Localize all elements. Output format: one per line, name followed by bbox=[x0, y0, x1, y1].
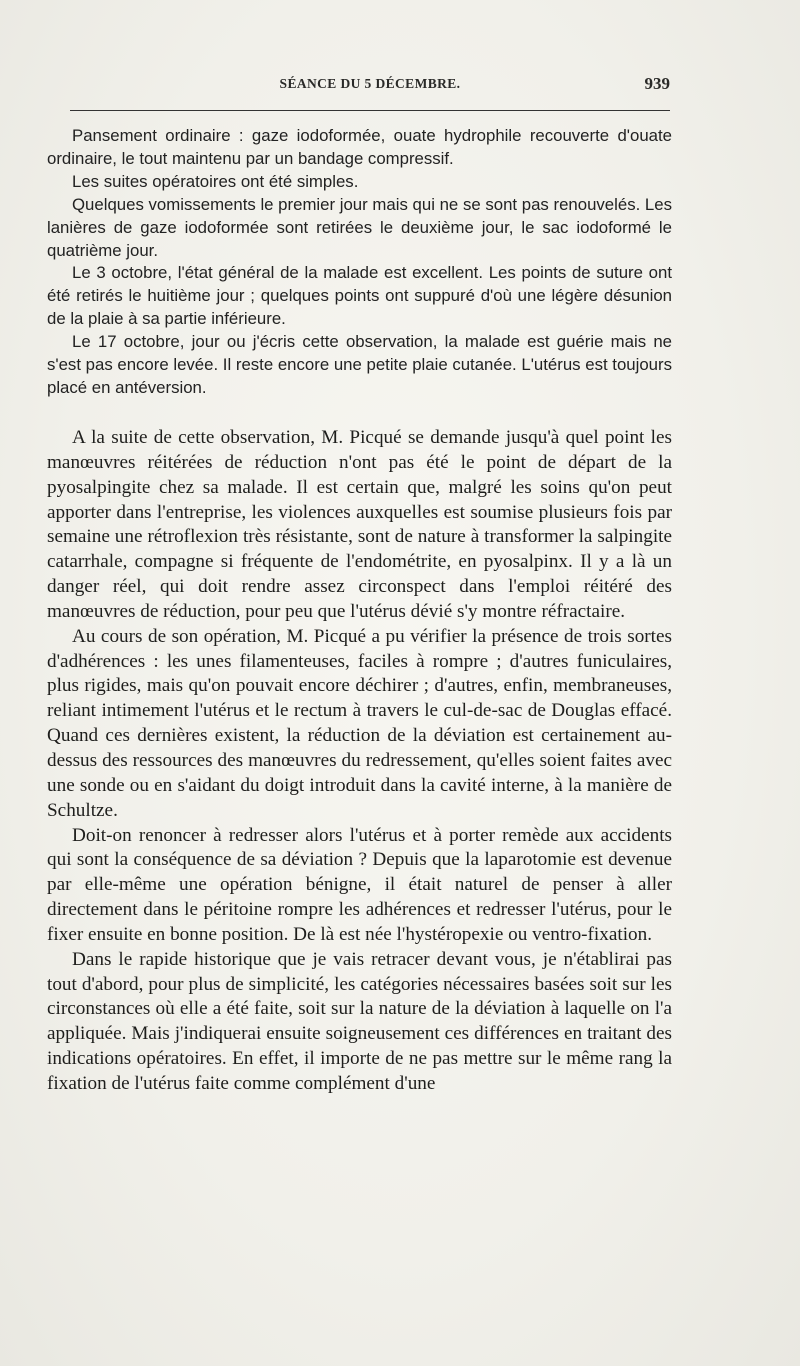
case-report-paragraph: Le 3 octobre, l'état général de la malade est excellent. Les points de suture ont été retirés le huitième jour ; quelques points ont suppuré d'où une légère désunion de la plaie à sa partie inférieure. bbox=[47, 263, 672, 329]
discussion-paragraph: Dans le rapide historique que je vais retracer devant vous, je n'établirai pas tout d'abord, pour plus de simplicité, les catégories nécessaires basées soit sur les circonstances où elle a été faite, soit sur la nature de la déviation à laquelle on l'a appliquée. Mais j'indiquerai ensuite soigneusement ces différences en traitant des indications opératoires. En effet, il importe de ne pas mettre sur le même rang la fixation de l'utérus faite comme complément d'une bbox=[47, 948, 672, 1094]
case-report-block bbox=[47, 125, 672, 400]
running-title: SÉANCE DU 5 DÉCEMBRE. bbox=[279, 76, 461, 91]
discussion-paragraph: Au cours de son opération, M. Picqué a pu vérifier la présence de trois sortes d'adhérences : les unes filamenteuses, faciles à rompre ; d'autres funiculaires, plus rigides, mais qu'on pouvait encore déchirer ; d'autres, enfin, membraneuses, reliant intimement l'utérus et le rectum à travers le cul-de-sac de Douglas effacé. Quand ces dernières existent, la réduction de la déviation est certainement au-dessus des ressources des manœuvres du redressement, qu'elles soient faites avec une sonde ou en s'aidant du doigt introduit dans la cavité interne, à la manière de Schultze. bbox=[47, 625, 672, 821]
discussion-paragraph: Doit-on renoncer à redresser alors l'utérus et à porter remède aux accidents qui sont la conséquence de sa déviation ? Depuis que la laparotomie est devenue par elle-même une opération bénigne, il était naturel de penser à aller directement dans le péritoine rompre les adhérences et redresser l'utérus, pour le fixer ensuite en bonne position. De là est née l'hystéropexie ou ventro-fixation. bbox=[47, 824, 672, 945]
page-header bbox=[70, 76, 670, 100]
case-report-paragraph: Les suites opératoires ont été simples. bbox=[72, 171, 359, 191]
case-report-paragraph: Le 17 octobre, jour ou j'écris cette observation, la malade est guérie mais ne s'est pas encore levée. Il reste encore une petite plaie cutanée. L'utérus est toujours placé en antéversion. bbox=[47, 332, 672, 397]
case-report-paragraph: Quelques vomissements le premier jour mais qui ne se sont pas renouvelés. Les lanières de gaze iodoformée sont retirées le deuxième jour, le sac iodoformé le quatrième jour. bbox=[47, 194, 672, 260]
discussion-paragraph: A la suite de cette observation, M. Picqué se demande jusqu'à quel point les manœuvres réitérées de réduction n'ont pas été le point de départ de la pyosalpingite chez sa malade. Il est certain que, malgré les soins qu'on peut apporter dans l'entreprise, les violences auxquelles est soumise plusieurs fois par semaine une rétroflexion très résistante, sont de nature à transformer la salpingite catarrhale, compagne si fréquente de l'endométrite, en pyosalpinx. Il y a là un danger réel, qui doit rendre assez circonspect dans l'emploi réitéré des manœuvres de réduction, pour peu que l'utérus dévié s'y montre réfractaire. bbox=[47, 427, 672, 622]
page-number: 939 bbox=[644, 74, 670, 93]
header-rule bbox=[70, 110, 670, 111]
case-report-paragraph: Pansement ordinaire : gaze iodoformée, ouate hydrophile recouverte d'ouate ordinaire, le tout maintenu par un bandage compressif. bbox=[47, 126, 672, 168]
discussion-block bbox=[47, 426, 672, 1097]
